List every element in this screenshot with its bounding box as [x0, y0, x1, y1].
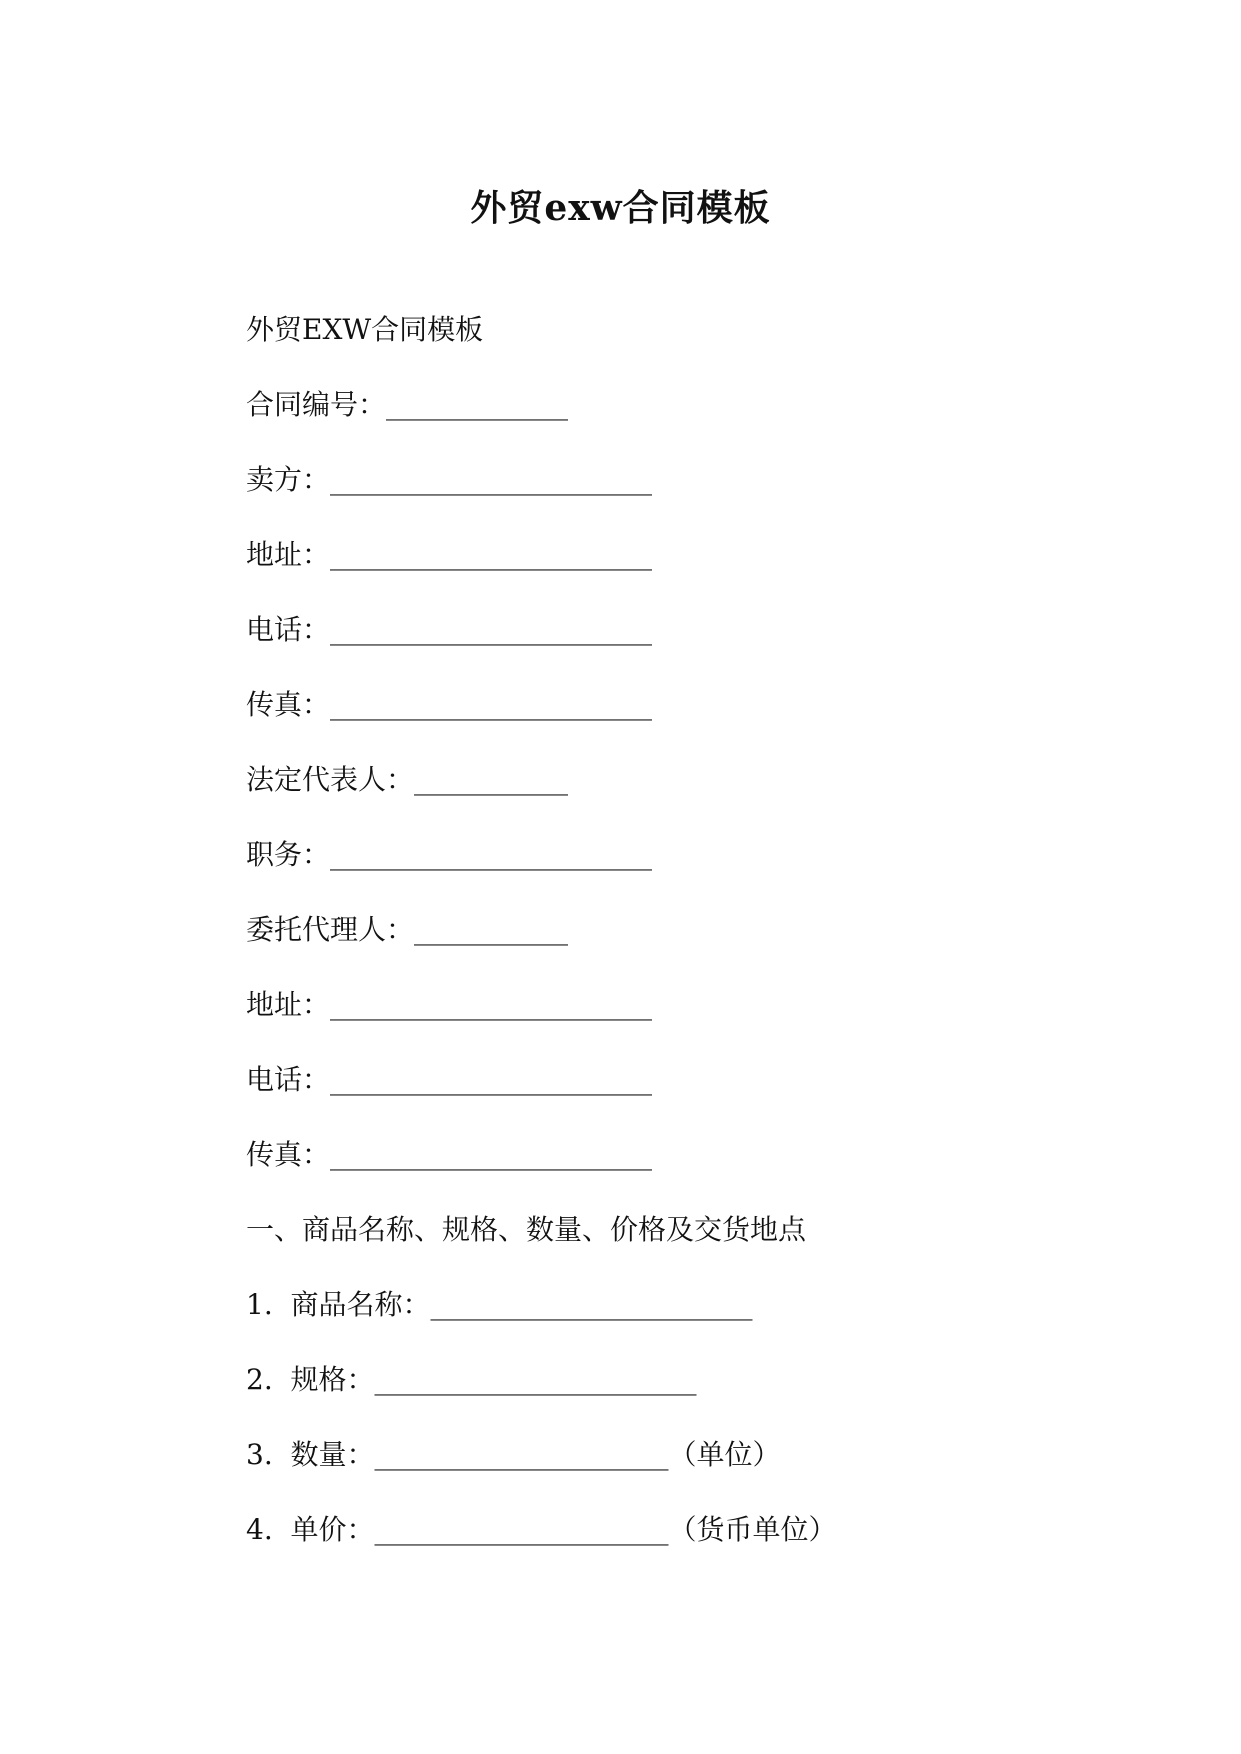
doc-line-spec: 2. 规格：_______________________ — [246, 1363, 697, 1396]
doc-line-heading: 外贸EXW合同模板 — [246, 313, 484, 346]
doc-line-section-one: 一、商品名称、规格、数量、价格及交货地点 — [246, 1213, 807, 1246]
doc-line-legal-rep: 法定代表人：___________ — [246, 763, 569, 796]
doc-line-seller: 卖方：_______________________ — [246, 463, 653, 496]
doc-line-unit-price: 4. 单价：_____________________（货币单位） — [246, 1513, 837, 1546]
doc-line-product-name: 1. 商品名称：_______________________ — [246, 1288, 753, 1321]
doc-line-contract-number: 合同编号：_____________ — [246, 388, 569, 421]
doc-line-agent: 委托代理人：___________ — [246, 913, 569, 946]
doc-line-seller-fax: 传真：_______________________ — [246, 688, 653, 721]
doc-line-agent-fax: 传真：_______________________ — [246, 1138, 653, 1171]
doc-line-agent-address: 地址：_______________________ — [246, 988, 653, 1021]
doc-line-seller-phone: 电话：_______________________ — [246, 613, 653, 646]
doc-line-seller-address: 地址：_______________________ — [246, 538, 653, 571]
document-title: 外贸exw合同模板 — [470, 187, 771, 229]
doc-line-position: 职务：_______________________ — [246, 838, 653, 871]
doc-line-quantity: 3. 数量：_____________________（单位） — [246, 1438, 781, 1471]
doc-line-agent-phone: 电话：_______________________ — [246, 1063, 653, 1096]
